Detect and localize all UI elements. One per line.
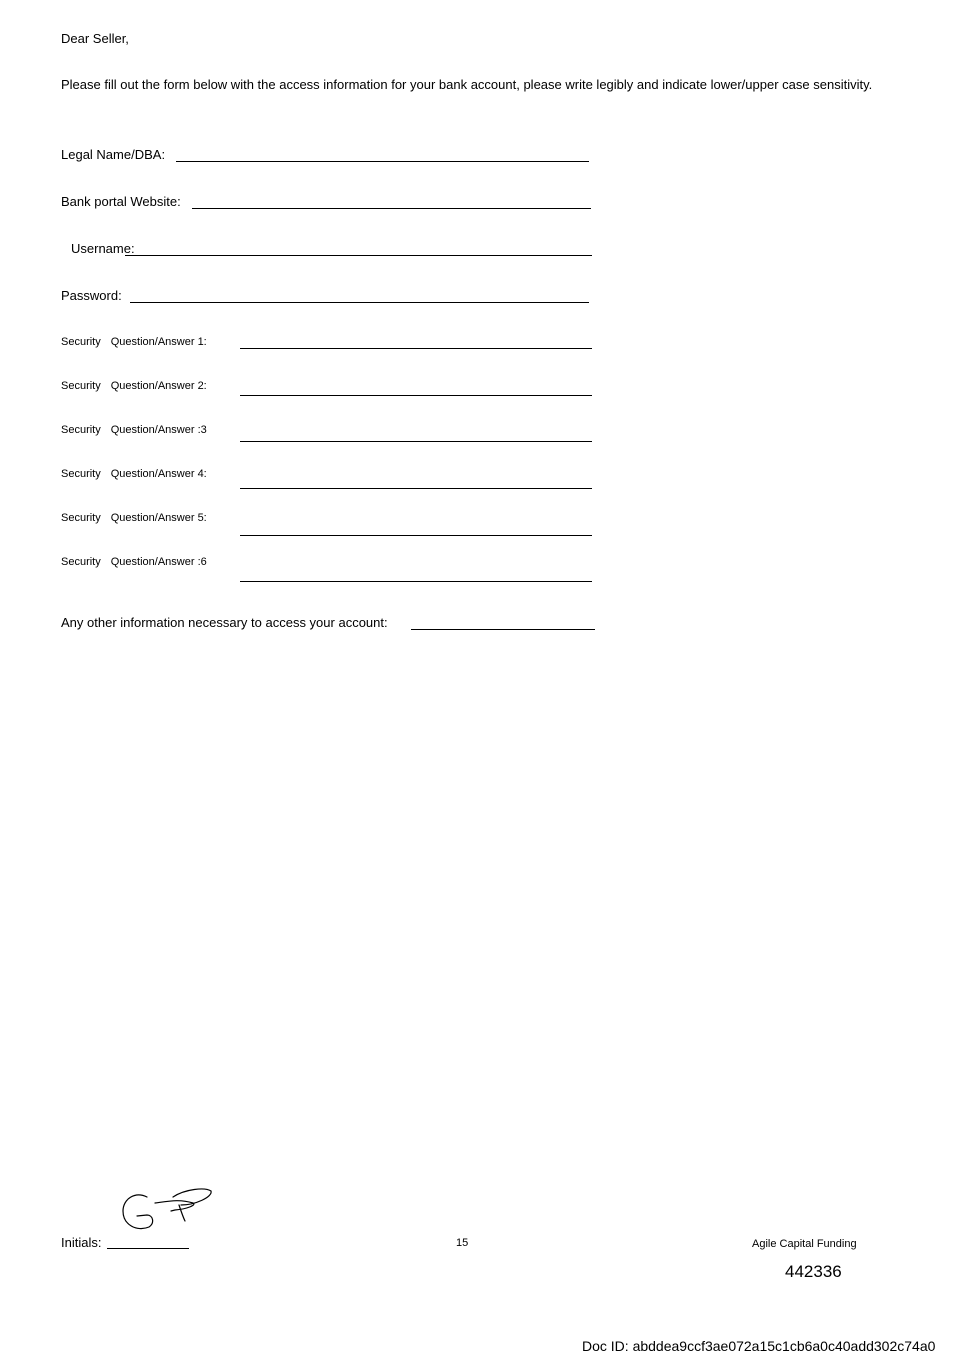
security-word: Security — [61, 556, 101, 568]
security-answer-field-1[interactable] — [240, 348, 592, 349]
username-label: Username: — [71, 241, 135, 256]
security-question-label-6 — [61, 555, 207, 569]
security-word: Security — [61, 380, 101, 392]
legal-name-field[interactable] — [176, 161, 589, 162]
security-word: Security — [61, 336, 101, 348]
password-field[interactable] — [130, 302, 589, 303]
username-field[interactable] — [125, 255, 592, 256]
initials-label: Initials: — [61, 1235, 102, 1250]
security-question-label-3 — [61, 423, 207, 437]
question-answer-label: Question/Answer :3 — [110, 424, 207, 436]
security-answer-field-2[interactable] — [240, 395, 592, 396]
security-answer-field-4[interactable] — [240, 488, 592, 489]
intro-paragraph: Please fill out the form below with the access information for your bank account, please write legibly and indicate lower/upper case sensitivity. — [61, 77, 873, 92]
greeting: Dear Seller, — [61, 31, 129, 46]
bank-portal-field[interactable] — [192, 208, 591, 209]
signature-initials-image — [115, 1185, 215, 1235]
bank-portal-label: Bank portal Website: — [61, 194, 181, 209]
company-name: Agile Capital Funding — [752, 1238, 857, 1250]
security-answer-field-6[interactable] — [240, 581, 592, 582]
security-question-label-4 — [61, 467, 207, 481]
legal-name-label: Legal Name/DBA: — [61, 147, 166, 162]
question-answer-label: Question/Answer :6 — [110, 556, 207, 568]
other-info-field[interactable] — [411, 629, 595, 630]
initials-field[interactable] — [107, 1248, 189, 1249]
doc-id: Doc ID: abddea9ccf3ae072a15c1cb6a0c40add302c74a0 — [582, 1338, 936, 1354]
question-answer-label: Question/Answer 5: — [110, 512, 207, 524]
security-question-label-5 — [61, 511, 207, 525]
page-number: 15 — [456, 1237, 469, 1249]
question-answer-label: Question/Answer 1: — [110, 336, 207, 348]
question-answer-label: Question/Answer 4: — [110, 468, 207, 480]
other-info-label: Any other information necessary to access your account: — [61, 615, 388, 630]
reference-number: 442336 — [785, 1262, 842, 1281]
security-word: Security — [61, 424, 101, 436]
security-question-label-2 — [61, 379, 207, 393]
security-question-label-1 — [61, 335, 207, 349]
password-label: Password: — [61, 288, 122, 303]
security-word: Security — [61, 512, 101, 524]
security-answer-field-3[interactable] — [240, 441, 592, 442]
question-answer-label: Question/Answer 2: — [110, 380, 207, 392]
security-answer-field-5[interactable] — [240, 535, 592, 536]
security-word: Security — [61, 468, 101, 480]
